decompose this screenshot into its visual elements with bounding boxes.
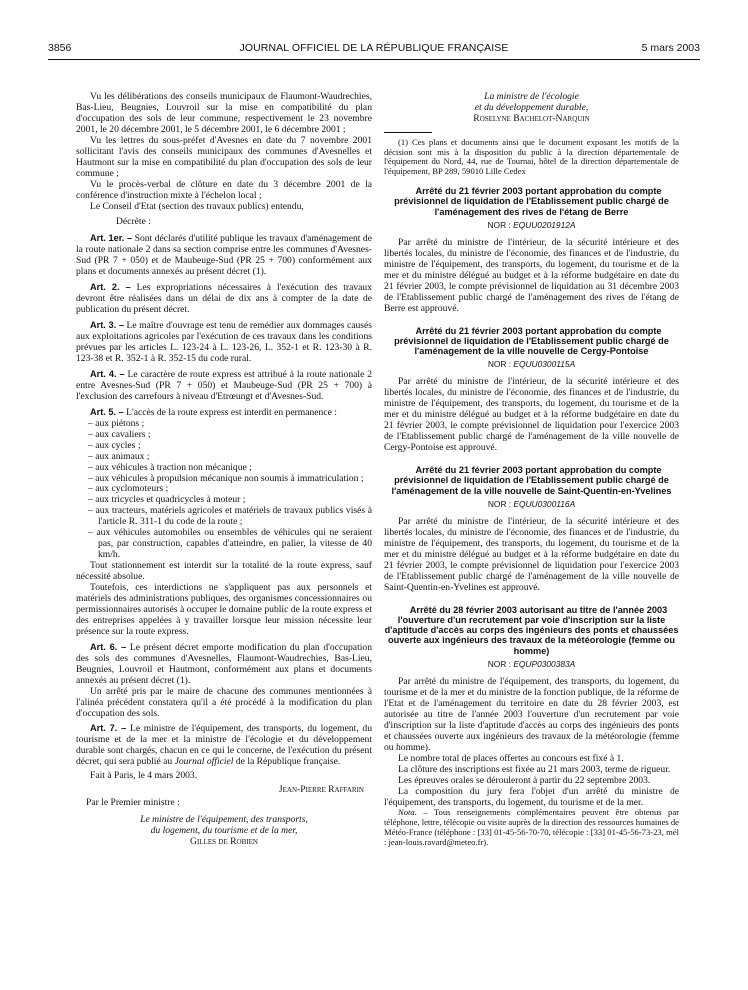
cloture-paragraph: La clôture des inscriptions est fixée au 21 mars 2003, terme de rigueur. <box>398 763 671 775</box>
nor-reference <box>384 499 679 510</box>
nor-code: EQUU0300115A <box>513 359 576 370</box>
article-3 <box>76 320 372 365</box>
article-label: Art. 1er. – <box>90 233 133 244</box>
arrete-body: Par arrêté du ministre de l'équipement, des transports, du logement, du tourisme et de la mer et du ministre de la fonction publique, de la réforme de l'Etat et de l'aménagement du territoire en date du 28 février 2003, est autorisée au titre de l'année 2003 l'ouverture d'un recrutement par voie d'inscription sur la liste d'aptitude d'accès au corps des ingénieurs des ponts et chaussées ouverte aux ingénieurs des travaux de la météorologie (femme ou homme). <box>384 676 679 753</box>
article-7 <box>76 723 372 768</box>
minister-title: Le ministre de l'équipement, des transports, <box>140 814 308 826</box>
list-item: – aux tricycles et quadricycles à moteur ; <box>88 494 246 506</box>
ecology-minister-signature <box>384 92 679 125</box>
vu-paragraph: Vu les lettres du sous-préfet d'Avesnes en date du 7 novembre 2001 sollicitant l'avis des conseils municipaux des communes d'Avesnelles et Hautmont sur la mise en compatibilité du plan d'occupation des sols de leur commune ; <box>76 134 372 179</box>
prime-minister-signature: Jean-Pierre Raffarin <box>278 784 364 796</box>
stationnement-paragraph: Tout stationnement est interdit sur la totalité de la route express, sauf nécessité absolue. <box>76 560 372 583</box>
article-text: Le maître d'ouvrage est tenu de remédier aux dommages causés aux exploitations agricoles par l'exécution de ces travaux dans les conditions prévues par les articles L. 123-24 à L. 123-26, L. 352-1 et R. 123-30 à R. 123-38 et R. 352-1 à R. 352-15 du code rural. <box>76 320 372 364</box>
arrete-title: Arrêté du 21 février 2003 portant approbation du compte prévisionnel de liquidation de l'Etablissement public chargé de l'aménagement de la ville nouvelle de Cergy-Pontoise <box>394 325 669 357</box>
article-text: Sont déclarés d'utilité publique les travaux d'aménagement de la route nationale 2 dans sa section comprise entre les communes d'Avesnes-Sud (PR 7 + 050) et de Maubeuge-Sud (PR 25 + 700) conformément aux plans et documents annexés au présent décret (1). <box>76 233 372 278</box>
arrete-title: Arrêté du 28 février 2003 autorisant au titre de l'année 2003 l'ouverture d'un recrutement par voie d'inscription sur la liste d'aptitude d'accès au corps des ingénieurs des ponts et chaussées ouverte aux ingénieurs des travaux de la météorologie (femme ou homme) <box>384 604 679 656</box>
article-text: Le ministre de l'équipement, des transports, du logement, du tourisme et de la mer et la ministre de l'écologie et du développement durable sont chargés, chacun en ce qui le concerne, de l'exécution du présent décret, qui sera publié au <box>76 723 373 768</box>
nor-code: EQUU0201912A <box>513 219 576 230</box>
issue-date: 5 mars 2003 <box>641 42 700 54</box>
toutefois-paragraph: Toutefois, ces interdictions ne s'appliquent pas aux personnels et matériels des administrations publiques, des organismes concessionnaires ou permissionnaires autorisés à occuper le domaine public de la route express et des entreprises appelées à y travailler lorsque leur mission nécessite leur présence sur la route express. <box>76 582 372 637</box>
article-label: Art. 2. – <box>90 282 131 293</box>
article-2 <box>76 282 372 316</box>
list-item: – aux cyclomoteurs ; <box>88 483 169 495</box>
nor-code: EQUP0300383A <box>513 659 576 670</box>
list-item: – aux piétons ; <box>88 417 145 429</box>
article-text: Le caractère de route express est attribué à la route nationale 2 entre Avesnes-Sud (PR 7 + 050) et Maubeuge-Sud (PR 25 + 700) à l'exclusion des carrefours à niveau d'Etrœungt et d'Avesnes-Sud. <box>76 368 372 402</box>
arrete-body: Par arrêté du ministre de l'intérieur, de la sécurité intérieure et des libertés locales, du ministre de l'économie, des finances et de l'industrie, du ministre de l'équipement, des transports, du logement, du tourisme et de la mer et du ministre délégué au budget et à la réforme budgétaire en date du 21 février 2003, le compte prévisionnel de liquidation pour l'exercice 2003 de l'Etablissement public chargé de l'aménagement de la ville nouvelle de Cergy-Pontoise est approuvé. <box>384 376 679 454</box>
journal-title: JOURNAL OFFICIEL DE LA RÉPUBLIQUE FRANÇAISE <box>239 42 509 54</box>
decrete-heading: Décrète : <box>116 216 151 228</box>
minister-name: Roselyne Bachelot-Narquin <box>473 112 590 124</box>
composition-paragraph: La composition du jury fera l'objet d'un arrêté du ministre de l'équipement, des transports, du logement, du tourisme et de la mer. <box>384 785 679 808</box>
footnote-rule <box>384 132 432 133</box>
nor-label: NOR : <box>487 359 512 370</box>
list-item: – aux véhicules à propulsion mécanique non soumis à immatriculation ; <box>88 472 364 484</box>
article-4 <box>76 369 372 403</box>
nor-reference <box>384 659 679 670</box>
article-label: Art. 5. – <box>90 406 124 417</box>
article-1 <box>76 233 372 278</box>
prohibited-list <box>76 419 372 561</box>
minister-title: du logement, du tourisme et de la mer, <box>150 825 298 837</box>
article-text: L'accès de la route express est interdit en permanence : <box>126 406 337 418</box>
minister-title: La ministre de l'écologie <box>484 91 579 102</box>
list-item: – aux cycles ; <box>88 439 141 451</box>
list-item: – aux véhicules automobiles ou ensembles de véhicules qui ne seraient pas, par construction, capables d'atteindre, en palier, la vitesse de 40 km/h. <box>88 527 372 561</box>
par-le-premier-ministre: Par le Premier ministre : <box>86 797 180 809</box>
arrete-maire-paragraph: Un arrêté pris par le maire de chacune des communes mentionnées à l'alinéa précédent constatera qu'il a été procédé à la modification du plan d'occupation des sols. <box>76 685 372 719</box>
nor-label: NOR : <box>487 219 511 230</box>
arrete-body: Par arrêté du ministre de l'intérieur, de la sécurité intérieure et des libertés locales, du ministre de l'économie, des finances et de l'industrie, du ministre de l'équipement, des transports, du logement, du tourisme et de la mer et du ministre délégué au budget et à la réforme budgétaire en date du 21 février 2003, le compte prévisionnel de liquidation au 31 décembre 2003 de l'Etablissement public chargé de l'aménagement des rives de l'étang de Berre est approuvé. <box>384 236 679 314</box>
nota-label: Nota. <box>398 807 417 818</box>
epreuves-paragraph: Les épreuves orales se dérouleront à partir du 22 septembre 2003. <box>398 774 651 786</box>
nor-reference <box>384 220 679 231</box>
footnote: (1) Ces plans et documents ainsi que le document exposant les motifs de la décision sont mis à la disposition du public à la direction départementale de l'équipement du Nord, 44, rue de Tournai, hôtel de la direction départementale de l'équipement, BP 289, 59010 Lille Cedex <box>384 136 679 177</box>
vu-paragraph: Vu les délibérations des conseils municipaux de Flaumont-Waudrechies, Bas-Lieu, Beugnies, Louvroil sur la mise en compatibilité du plan d'occupation des sols de leur commune, respectivement le 23 novembre 2001, le 20 décembre 2001, le 5 décembre 2001, le 6 décembre 2001 ; <box>76 91 372 135</box>
header-divider <box>48 59 700 60</box>
article-text: Le présent décret emporte modification du plan d'occupation des sols des communes d'Avesnelles, Flaumont-Waudrechies, Bas-Lieu, Beugnies, Louvroil et Hautmont, conformément aux plans et documents annexés au présent décret (1). <box>76 641 372 686</box>
article-5 <box>76 407 372 419</box>
nor-label: NOR : <box>487 498 512 509</box>
journal-officiel-ref: Journal officiel <box>174 756 234 768</box>
list-item: – aux véhicules à traction non mécanique ; <box>88 461 252 473</box>
fait-a-paris: Fait à Paris, le 4 mars 2003. <box>90 770 198 782</box>
article-label: Art. 6. – <box>90 641 127 652</box>
page-header <box>48 42 700 58</box>
nor-code: EQUU0300116A <box>513 498 576 509</box>
places-paragraph: Le nombre total de places offertes au concours est fixé à 1. <box>398 752 624 764</box>
right-column <box>384 92 679 848</box>
arrete-title: Arrêté du 21 février 2003 portant approbation du compte prévisionnel de liquidation de l'Etablissement public chargé de l'aménagement de la ville nouvelle de Saint-Quentin-en-Yvelines <box>391 465 672 496</box>
minister-title: et du développement durable, <box>474 101 589 113</box>
list-item: – aux cavaliers ; <box>88 428 151 440</box>
arrete-body: Par arrêté du ministre de l'intérieur, de la sécurité intérieure et des libertés locales, du ministre de l'économie, des finances et de l'industrie, du ministre de l'équipement, des transports, du logement, du tourisme et de la mer et du ministre délégué au budget et à la réforme budgétaire en date du 21 février 2003, le compte prévisionnel de liquidation pour l'exercice 2003 de l'Etablissement public chargé de l'aménagement de la ville nouvelle de Saint-Quentin-en-Yvelines est approuvé. <box>384 515 679 593</box>
page-number: 3856 <box>48 42 72 54</box>
nota-paragraph <box>384 808 679 847</box>
list-item: – aux animaux ; <box>88 450 150 462</box>
minister-signature-block <box>76 815 372 848</box>
minister-name: Gilles de Robien <box>190 836 258 848</box>
list-item: – aux tracteurs, matériels agricoles et matériels de travaux publics visés à l'article R. 311-1 du code de la route ; <box>88 505 372 528</box>
article-6 <box>76 642 372 687</box>
vu-paragraph: Vu le procès-verbal de clôture en date du 3 décembre 2001 de la conférence d'instruction mixte à l'échelon local ; <box>76 178 372 201</box>
article-label: Art. 3. – <box>90 320 124 331</box>
article-label: Art. 7. – <box>90 723 127 734</box>
article-text: Les expropriations nécessaires à l'exécution des travaux devront être réalisées dans un délai de dix ans à compter de la date de publication du présent décret. <box>76 282 373 316</box>
nor-reference <box>384 359 679 370</box>
article-text: de la République française. <box>235 756 341 768</box>
nota-text: – Tous renseignements complémentaires peuvent être obtenus par téléphone, lettre, télécopie ou visite auprès de la direction des ressources humaines de Météo-France (téléphone : [33] 01-45-56-70-70, télécopie : [33] 01-45-56-73-23, mél : jean-louis.ravard@meteo.fr). <box>384 807 679 847</box>
left-column <box>76 92 372 848</box>
conseil-paragraph: Le Conseil d'Etat (section des travaux publics) entendu, <box>90 200 304 212</box>
article-label: Art. 4. – <box>90 368 125 379</box>
arrete-title: Arrêté du 21 février 2003 portant approbation du compte prévisionnel de liquidation de l'Etablissement public chargé de l'aménagement des rives de l'étang de Berre <box>394 186 669 217</box>
nor-label: NOR : <box>487 659 511 670</box>
